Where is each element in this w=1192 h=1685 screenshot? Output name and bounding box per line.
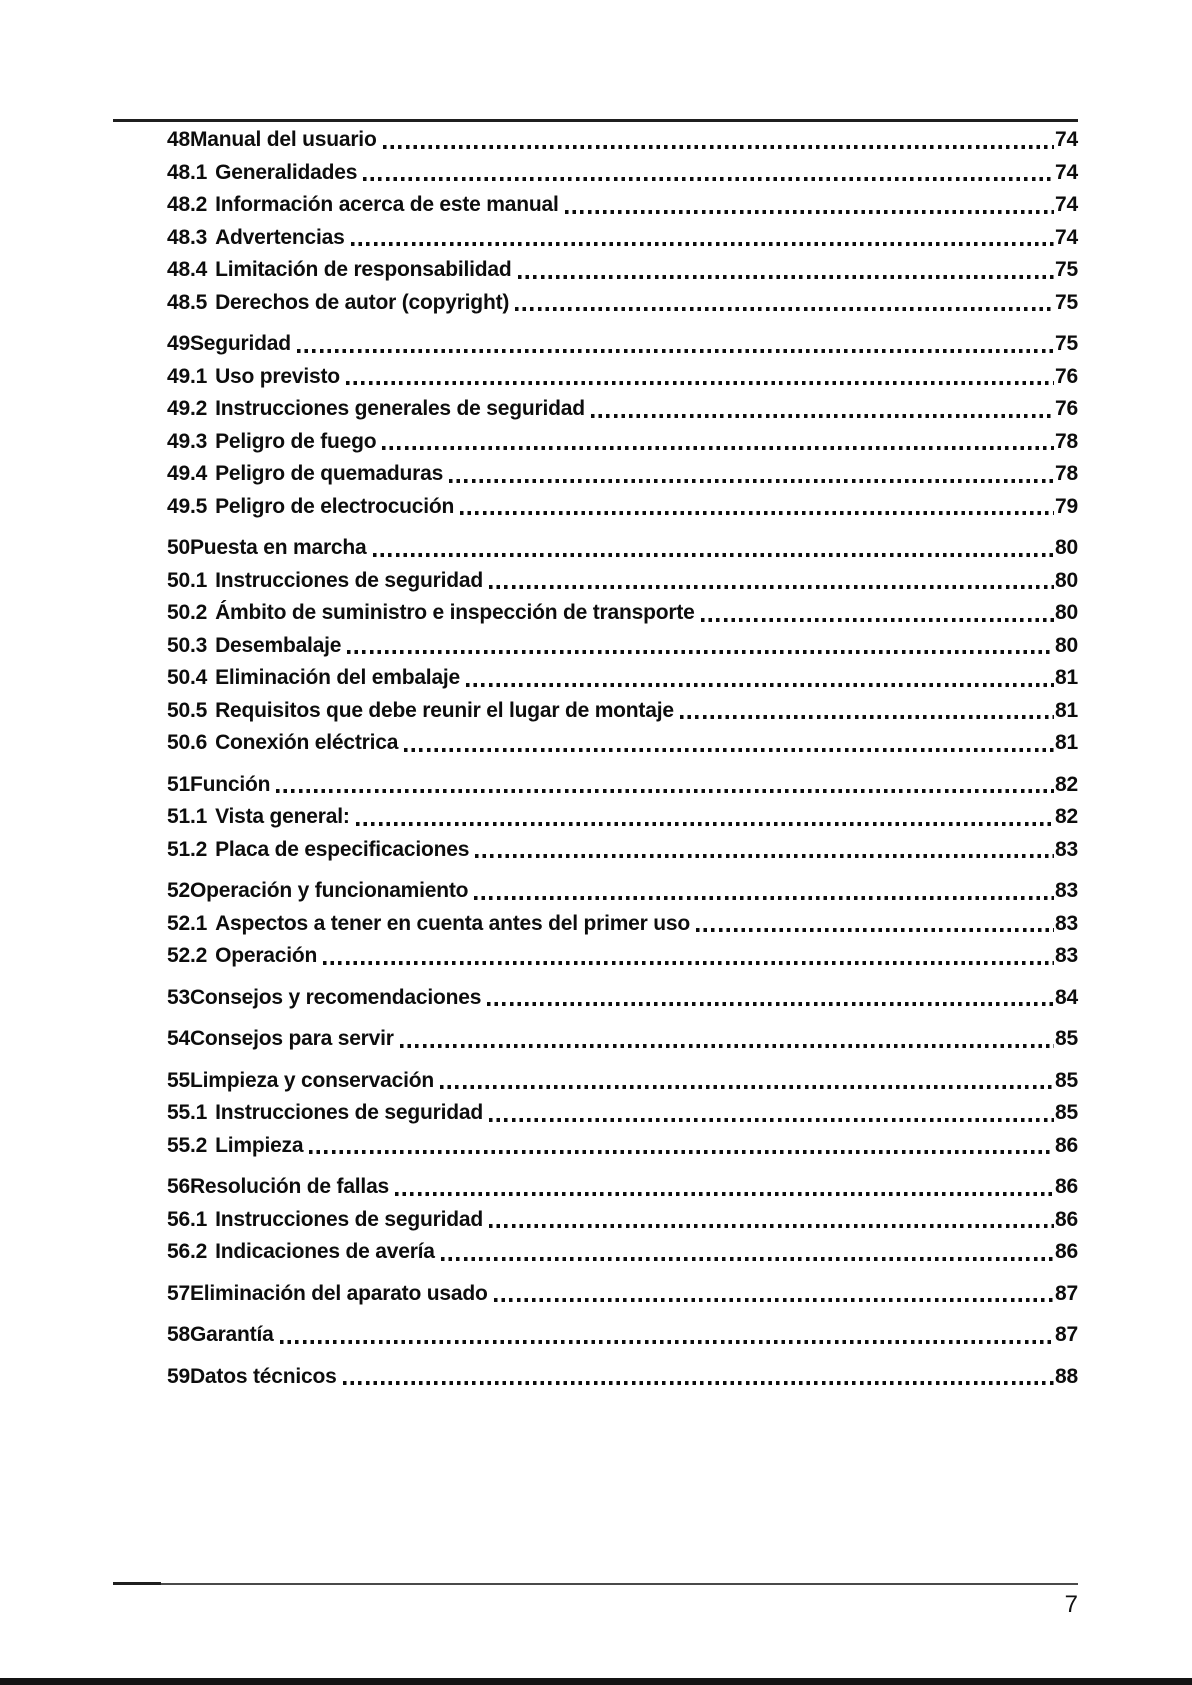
toc-entry-number: 50 — [167, 536, 190, 559]
toc-entry-title: Eliminación del aparato usado — [189, 1281, 488, 1305]
toc-entry-page: 87 — [1055, 1323, 1078, 1346]
toc-entry-title: Uso previsto — [215, 364, 340, 388]
toc-entry-title: Conexión eléctrica — [215, 731, 399, 754]
toc-entry-number: 51.1 — [167, 805, 208, 828]
dot-leader — [309, 1150, 1054, 1154]
toc-entry[interactable] — [167, 801, 1078, 834]
toc-entry-page: 74 — [1055, 160, 1078, 184]
toc-entry-title: Placa de especificaciones — [215, 837, 470, 861]
dot-leader — [323, 961, 1054, 965]
toc-entry-number: 56.2 — [167, 1240, 208, 1263]
toc-entry-page: 80 — [1055, 568, 1078, 592]
dot-leader — [518, 275, 1055, 279]
toc-entry-title: Seguridad — [189, 332, 291, 355]
toc-entry-number: 58 — [167, 1323, 190, 1346]
toc-entry-page: 74 — [1055, 128, 1078, 151]
dot-leader — [382, 446, 1054, 450]
toc-entry-page: 75 — [1055, 290, 1078, 314]
toc-entry-title: Requisitos que debe reunir el lugar de montaje — [215, 698, 674, 722]
toc-entry-page: 75 — [1055, 332, 1078, 355]
toc-entry-number: 50.1 — [167, 568, 208, 592]
toc-entry-page: 82 — [1055, 772, 1078, 796]
dot-leader — [487, 1002, 1054, 1006]
toc-entry-page: 81 — [1055, 666, 1078, 689]
toc-entry-number: 56 — [167, 1175, 190, 1198]
toc-entry-title: Limitación de responsabilidad — [215, 258, 512, 281]
dot-leader — [565, 210, 1054, 214]
toc-entry[interactable] — [167, 695, 1078, 728]
toc-entry-page: 86 — [1055, 1175, 1078, 1198]
dot-leader — [395, 1192, 1054, 1196]
toc-entry-number: 50.2 — [167, 601, 208, 624]
dot-leader — [696, 928, 1054, 932]
toc-entry-number: 49.4 — [167, 462, 208, 485]
toc-entry[interactable] — [167, 157, 1078, 190]
toc-entry-number: 49.2 — [167, 397, 208, 420]
toc-entry-number: 48.5 — [167, 290, 208, 314]
toc-entry-number: 50.3 — [167, 633, 208, 657]
toc-entry[interactable] — [167, 1278, 1078, 1311]
toc-entry[interactable] — [167, 908, 1078, 941]
dot-leader — [591, 414, 1054, 418]
toc-entry-number: 50.6 — [167, 731, 208, 754]
toc-entry-page: 79 — [1055, 494, 1078, 518]
toc-entry-title: Vista general: — [215, 805, 350, 828]
dot-leader — [297, 349, 1054, 353]
toc-entry[interactable] — [167, 1236, 1078, 1269]
toc-entry-title: Función — [189, 772, 271, 796]
toc-entry-number: 54 — [167, 1027, 190, 1050]
dot-leader — [363, 177, 1054, 181]
dot-leader — [383, 145, 1054, 149]
dot-leader — [494, 1298, 1054, 1302]
toc-entry-number: 52.2 — [167, 944, 208, 967]
dot-leader — [460, 511, 1054, 515]
toc-entry-title: Limpieza — [215, 1133, 304, 1157]
toc-entry-title: Consejos para servir — [189, 1027, 394, 1050]
toc-entry-number: 48.1 — [167, 160, 208, 184]
toc-entry-title: Peligro de fuego — [215, 429, 377, 453]
dot-leader — [400, 1044, 1054, 1048]
toc-entry[interactable] — [167, 1361, 1078, 1394]
dot-leader — [280, 1340, 1054, 1344]
toc-entry-title: Información acerca de este manual — [215, 193, 559, 216]
toc-entry[interactable] — [167, 662, 1078, 695]
toc-entry-title: Ámbito de suministro e inspección de transporte — [215, 601, 695, 624]
toc-entry-number: 51 — [167, 772, 190, 796]
toc-entry-number: 53 — [167, 985, 190, 1009]
toc-entry[interactable] — [167, 222, 1078, 255]
toc-entry[interactable] — [167, 124, 1078, 157]
toc-entry-title: Garantía — [189, 1323, 274, 1346]
toc-entry-page: 75 — [1055, 258, 1078, 281]
toc-entry-title: Resolución de fallas — [189, 1175, 390, 1198]
dot-leader — [449, 479, 1054, 483]
toc-entry-page: 85 — [1055, 1027, 1078, 1050]
toc-entry-number: 50.4 — [167, 666, 208, 689]
dot-leader — [440, 1085, 1054, 1089]
toc-entry-title: Consejos y recomendaciones — [189, 985, 482, 1009]
dot-leader — [346, 381, 1054, 385]
toc-entry-page: 76 — [1055, 364, 1078, 388]
toc-entry-title: Aspectos a tener en cuenta antes del primer uso — [215, 911, 691, 935]
dot-leader — [441, 1257, 1054, 1261]
toc-entry-page: 78 — [1055, 462, 1078, 485]
dot-leader — [515, 307, 1054, 311]
footer-rule — [113, 1583, 1078, 1585]
toc-entry-page: 85 — [1055, 1101, 1078, 1124]
toc-entry-page: 74 — [1055, 193, 1078, 216]
header-rule — [113, 119, 1078, 122]
toc-entry[interactable] — [167, 189, 1078, 222]
dot-leader — [343, 1381, 1054, 1385]
toc-entry-number: 50.5 — [167, 698, 208, 722]
toc-entry-number: 48.2 — [167, 193, 208, 216]
dot-leader — [351, 242, 1054, 246]
toc-entry[interactable] — [167, 491, 1078, 524]
toc-entry[interactable] — [167, 982, 1078, 1015]
toc-entry-number: 49.3 — [167, 429, 208, 453]
toc-entry[interactable] — [167, 1130, 1078, 1163]
dot-leader — [489, 1118, 1054, 1122]
toc-entry-number: 48.3 — [167, 225, 208, 249]
toc-entry-page: 88 — [1055, 1364, 1078, 1388]
toc-entry[interactable] — [167, 393, 1078, 426]
toc-entry[interactable] — [167, 1204, 1078, 1237]
toc-entry-title: Instrucciones de seguridad — [215, 1207, 483, 1231]
toc-entry[interactable] — [167, 1065, 1078, 1098]
footer-rule-left-cap — [113, 1582, 161, 1585]
toc-entry-page: 74 — [1055, 225, 1078, 249]
toc-entry[interactable] — [167, 875, 1078, 908]
dot-leader — [701, 618, 1054, 622]
dot-leader — [373, 553, 1055, 557]
toc-entry-number: 49.5 — [167, 494, 208, 518]
toc-entry-title: Eliminación del embalaje — [215, 666, 461, 689]
toc-entry[interactable] — [167, 769, 1078, 802]
dot-leader — [680, 715, 1054, 719]
toc-entry-title: Instrucciones de seguridad — [215, 1101, 483, 1124]
dot-leader — [356, 822, 1054, 826]
toc-entry-number: 57 — [167, 1281, 190, 1305]
toc-entry[interactable] — [167, 328, 1078, 361]
toc-entry-number: 48.4 — [167, 258, 208, 281]
dot-leader — [466, 683, 1054, 687]
toc-entry[interactable] — [167, 1319, 1078, 1352]
toc-entry-title: Operación — [215, 944, 318, 967]
toc-entry-number: 49.1 — [167, 364, 208, 388]
toc-entry[interactable] — [167, 1097, 1078, 1130]
toc-entry[interactable] — [167, 361, 1078, 394]
toc-entry[interactable] — [167, 727, 1078, 760]
dot-leader — [489, 1224, 1054, 1228]
toc-entry[interactable] — [167, 1171, 1078, 1204]
toc-entry-number: 55.1 — [167, 1101, 208, 1124]
toc-entry-number: 55.2 — [167, 1133, 208, 1157]
dot-leader — [489, 585, 1054, 589]
dot-leader — [474, 896, 1054, 900]
toc-entry-title: Generalidades — [215, 160, 358, 184]
toc-entry-number: 51.2 — [167, 837, 208, 861]
toc-entry[interactable] — [167, 426, 1078, 459]
toc-entry-page: 78 — [1055, 429, 1078, 453]
toc-entry-page: 81 — [1055, 731, 1078, 754]
toc-entry-page: 86 — [1055, 1207, 1078, 1231]
toc-entry-page: 80 — [1055, 601, 1078, 624]
toc-entry-number: 55 — [167, 1068, 190, 1092]
toc-entry-title: Puesta en marcha — [189, 536, 367, 559]
toc-entry-title: Peligro de electrocución — [215, 494, 455, 518]
toc-entry-number: 48 — [167, 128, 190, 151]
toc-entry[interactable] — [167, 630, 1078, 663]
toc-entry[interactable] — [167, 597, 1078, 630]
toc-entry-page: 86 — [1055, 1133, 1078, 1157]
toc-entry[interactable] — [167, 940, 1078, 973]
toc-entry-title: Advertencias — [215, 225, 345, 249]
toc-entry[interactable] — [167, 254, 1078, 287]
toc-entry-title: Desembalaje — [215, 633, 342, 657]
toc-entry[interactable] — [167, 458, 1078, 491]
toc-entry-title: Manual del usuario — [189, 128, 377, 151]
toc-entry-page: 83 — [1055, 879, 1078, 902]
toc-entry[interactable] — [167, 1023, 1078, 1056]
toc-entry-page: 81 — [1055, 698, 1078, 722]
toc-entry-title: Operación y funcionamiento — [189, 879, 469, 902]
toc-entry[interactable] — [167, 565, 1078, 598]
toc-entry-page: 85 — [1055, 1068, 1078, 1092]
dot-leader — [404, 748, 1054, 752]
toc-entry-page: 83 — [1055, 911, 1078, 935]
toc-entry-number: 56.1 — [167, 1207, 208, 1231]
toc-entry-page: 83 — [1055, 837, 1078, 861]
dot-leader — [475, 854, 1054, 858]
toc-entry-title: Indicaciones de avería — [215, 1240, 435, 1263]
toc-entry-number: 52 — [167, 879, 190, 902]
toc-entry-page: 86 — [1055, 1240, 1078, 1263]
toc-entry-number: 52.1 — [167, 911, 208, 935]
toc-entry[interactable] — [167, 834, 1078, 867]
scan-edge-strip — [0, 1678, 1192, 1685]
toc-entry-number: 59 — [167, 1364, 190, 1388]
toc-entry-title: Datos técnicos — [189, 1364, 337, 1388]
toc-list — [167, 124, 1078, 1393]
toc-entry-page: 87 — [1055, 1281, 1078, 1305]
toc-entry-title: Peligro de quemaduras — [215, 462, 444, 485]
toc-entry-title: Instrucciones generales de seguridad — [215, 397, 585, 420]
toc-entry[interactable] — [167, 532, 1078, 565]
toc-entry-page: 82 — [1055, 805, 1078, 828]
dot-leader — [276, 789, 1054, 793]
toc-entry[interactable] — [167, 287, 1078, 320]
toc-entry-title: Limpieza y conservación — [189, 1068, 434, 1092]
toc-entry-page: 84 — [1055, 985, 1078, 1009]
toc-entry-title: Instrucciones de seguridad — [215, 568, 483, 592]
toc-entry-title: Derechos de autor (copyright) — [215, 290, 510, 314]
toc-entry-number: 49 — [167, 332, 190, 355]
toc-entry-page: 76 — [1055, 397, 1078, 420]
toc-entry-page: 80 — [1055, 536, 1078, 559]
footer-page-number: 7 — [1064, 1591, 1078, 1618]
toc-entry-page: 80 — [1055, 633, 1078, 657]
toc-entry-page: 83 — [1055, 944, 1078, 967]
dot-leader — [347, 650, 1054, 654]
